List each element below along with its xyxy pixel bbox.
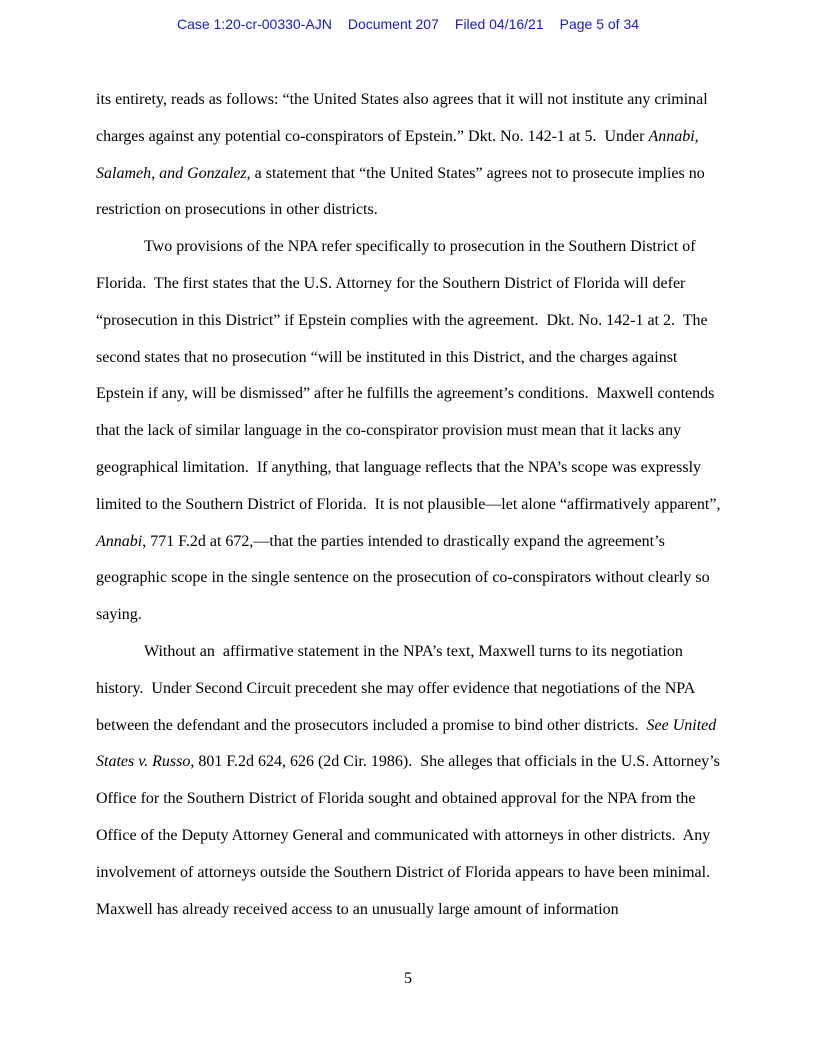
case-citation: Annabi, Salameh, and Gonzalez bbox=[96, 127, 703, 182]
paragraph bbox=[96, 634, 722, 928]
text-run: its entirety, reads as follows: “the United States also agrees that it will not institute any criminal charges against any potential co-conspirators of Epstein.” Dkt. No. 142-1 at 5. Under bbox=[96, 91, 712, 145]
case-number: Case 1:20-cr-00330-AJN bbox=[176, 16, 332, 32]
text-run: Without an affirmative statement in the NPA’s text, Maxwell turns to its negotiation history. Under Second Circuit precedent she may offer evidence that negotiations of the NPA between the defendant and the prosecutors included a promise to bind other districts. bbox=[96, 642, 699, 734]
text-run: , a statement that “the United States” agrees not to prosecute implies no restriction on prosecutions in other districts. bbox=[96, 164, 709, 219]
case-citation: Annabi bbox=[96, 532, 143, 550]
text-run: , 771 F.2d at 672,—that the parties intended to drastically expand the agreement’s geographic scope in the single sentence on the prosecution of co-conspirators without clearly so saying. bbox=[96, 532, 714, 624]
document-body bbox=[96, 82, 725, 928]
page-number: 5 bbox=[404, 970, 412, 987]
page-footer bbox=[0, 971, 816, 987]
paragraph bbox=[96, 82, 722, 229]
text-run: Two provisions of the NPA refer specifically to prosecution in the Southern District of Florida. The first states that the U.S. Attorney for the Southern District of Florida will defer “prosecution in this District” if Epstein complies with the agreement. Dkt. No. 142-1 at 2. The second states that no prosecution “will be instituted in this District, and the charges against Epstein if any, will be dismissed” after he fulfills the agreement’s conditions. Maxwell contends that the lack of similar language in the co-conspirator provision must mean that it lacks any geographical limitation. If anything, that language reflects that the NPA’s scope was expressly limited to the Southern District of Florida. It is not plausible—let alone “affirmatively apparent”, bbox=[96, 238, 725, 513]
filed-date: Filed 04/16/21 bbox=[454, 16, 544, 32]
document-number: Document 207 bbox=[347, 16, 439, 32]
paragraph bbox=[96, 229, 725, 634]
ecf-header-stamp bbox=[0, 16, 816, 32]
case-citation: See United States v. Russo bbox=[96, 716, 721, 771]
text-run: , 801 F.2d 624, 626 (2d Cir. 1986). She alleges that officials in the U.S. Attorney’s Office for the Southern District of Florida sought and obtained approval for the NPA from the Office of the Deputy Attorney General and communicated with attorneys in other districts. Any involvement of attorneys outside the Southern District of Florida appears to have been minimal. Maxwell has already received access to an unusually large amount of information bbox=[96, 753, 724, 918]
page-count: Page 5 of 34 bbox=[559, 16, 640, 32]
